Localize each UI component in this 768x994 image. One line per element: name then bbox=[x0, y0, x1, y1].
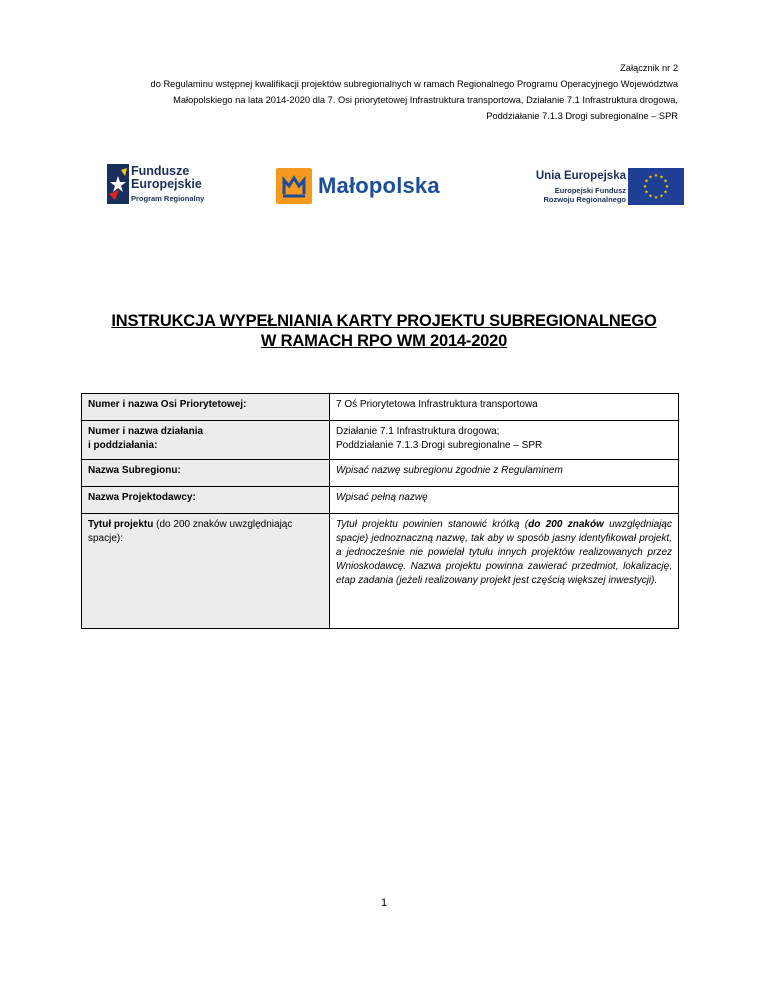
ue-line-2: Europejski Fundusz bbox=[554, 186, 626, 195]
project-title-label bbox=[82, 514, 330, 629]
fe-line-1: Fundusze bbox=[131, 164, 190, 178]
svg-text:★: ★ bbox=[659, 193, 664, 200]
attachment-note bbox=[118, 60, 678, 124]
svg-text:★: ★ bbox=[663, 189, 668, 196]
svg-text:★: ★ bbox=[663, 178, 668, 185]
project-title-value bbox=[330, 514, 679, 629]
priority-axis-value: 7 Oś Priorytetowa Infrastruktura transportowa bbox=[330, 394, 679, 421]
project-title-value-a: Tytuł projektu powinien stanowić krótką ( bbox=[336, 519, 529, 530]
applicant-label: Nazwa Projektodawcy: bbox=[82, 487, 330, 514]
attachment-text-3: Poddziałanie 7.1.3 Drogi subregionalne – SPR bbox=[486, 111, 678, 121]
fe-line-3: Program Regionalny bbox=[131, 194, 205, 203]
svg-text:★: ★ bbox=[642, 184, 648, 190]
svg-text:★: ★ bbox=[648, 174, 653, 181]
attachment-text-2: Małopolskiego na lata 2014-2020 dla 7. Osi priorytetowej Infrastruktura transportowa, Działanie 7.1 Infrastruktura drogowa, bbox=[173, 95, 678, 105]
svg-text:★: ★ bbox=[653, 195, 659, 201]
fundusze-europejskie-logo bbox=[107, 160, 207, 210]
project-card-table bbox=[81, 393, 679, 629]
project-title-label-rest: (do 200 znaków uwzględniając spacje): bbox=[88, 519, 293, 544]
measure-value-2: Poddziałanie 7.1.3 Drogi subregionalne – SPR bbox=[336, 440, 543, 451]
malopolska-name: Małopolska bbox=[318, 173, 440, 198]
ue-line-1: Unia Europejska bbox=[535, 170, 626, 182]
subregion-label: Nazwa Subregionu: bbox=[82, 460, 330, 487]
measure-label-2: i poddziałania: bbox=[88, 440, 158, 451]
measure-label bbox=[82, 421, 330, 460]
svg-text:★: ★ bbox=[659, 174, 664, 181]
svg-text:★: ★ bbox=[644, 189, 649, 196]
title-line-2: W RAMACH RPO WM 2014-2020 bbox=[260, 332, 508, 350]
table-row bbox=[82, 514, 679, 629]
table-row bbox=[82, 421, 679, 460]
attachment-text-1: do Regulaminu wstępnej kwalifikacji projektów subregionalnych w ramach Regionalnego Programu Operacyjnego Województwa bbox=[150, 79, 678, 89]
measure-value bbox=[330, 421, 679, 460]
svg-text:★: ★ bbox=[664, 184, 670, 190]
page-number: 1 bbox=[380, 897, 388, 909]
attachment-number: Załącznik nr 2 bbox=[620, 63, 678, 73]
malopolska-logo bbox=[276, 168, 440, 208]
subregion-value: Wpisać nazwę subregionu zgodnie z Regulaminem bbox=[330, 460, 679, 487]
ue-line-3: Rozwoju Regionalnego bbox=[543, 195, 626, 204]
eu-flag-icon bbox=[628, 168, 684, 205]
title-line-1: INSTRUKCJA WYPEŁNIANIA KARTY PROJEKTU SUBREGIONALNEGO bbox=[111, 312, 657, 330]
table-row bbox=[82, 487, 679, 514]
malopolska-crown-icon bbox=[276, 168, 312, 204]
table-row bbox=[82, 460, 679, 487]
document-title bbox=[0, 311, 768, 351]
project-title-value-c: uwzględniając spacje) jednoznaczną nazwę, tak aby w sposób jasny identyfikował projekt, a jednocześnie nie powielał tytułu innych projektów realizowanych przez Wnioskodawcę. Nazwa projektu powinna zawierać przedmiot, lokalizację, etap zadania (jeżeli realizowany projekt jest częścią większej inwestycji). bbox=[336, 519, 672, 586]
project-title-label-bold: Tytuł projektu bbox=[88, 519, 154, 530]
fe-line-2: Europejskie bbox=[131, 177, 202, 191]
measure-label-1: Numer i nazwa działania bbox=[88, 426, 204, 437]
applicant-value: Wpisać pełną nazwę bbox=[330, 487, 679, 514]
project-title-value-b: do 200 znaków bbox=[528, 519, 604, 530]
measure-value-1: Działanie 7.1 Infrastruktura drogowa; bbox=[336, 426, 500, 437]
svg-text:★: ★ bbox=[644, 178, 649, 185]
svg-text:★: ★ bbox=[653, 173, 659, 179]
priority-axis-label: Numer i nazwa Osi Priorytetowej: bbox=[82, 394, 330, 421]
svg-text:★: ★ bbox=[648, 193, 653, 200]
fe-star-icon bbox=[107, 164, 129, 204]
table-row bbox=[82, 394, 679, 421]
unia-europejska-logo bbox=[514, 168, 684, 208]
